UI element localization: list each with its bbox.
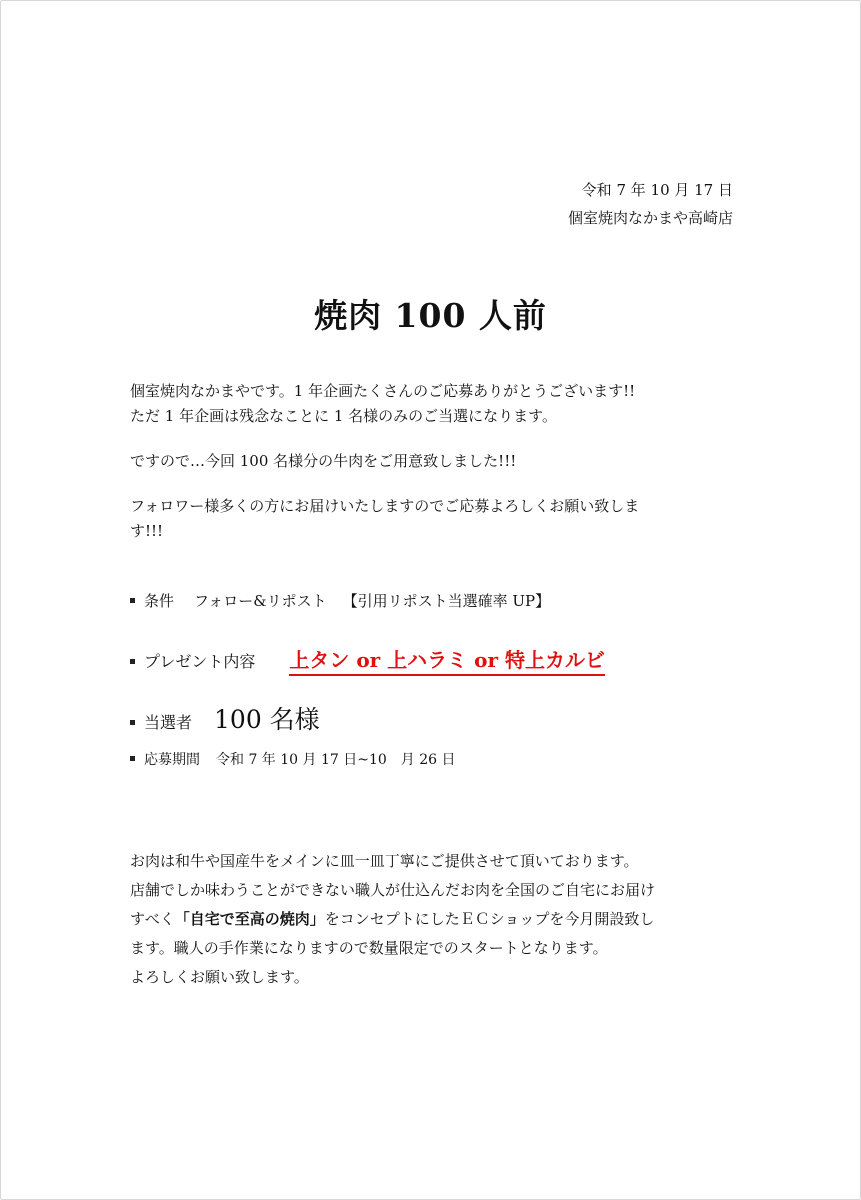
- intro-line: 個室焼肉なかまやです。1 年企画たくさんのご応募ありがとうございます!!: [130, 382, 636, 400]
- page-title: 焼肉 100 人前: [314, 296, 547, 335]
- announcement-line: ですので…今回 100 名様分の牛肉をご用意致しました!!!: [130, 452, 517, 470]
- winners-item: [130, 700, 320, 736]
- bullet-icon: [130, 756, 135, 761]
- condition-value: フォロー&リポスト: [194, 592, 327, 610]
- concept-phrase: 「自宅で至高の焼肉」: [174, 910, 325, 928]
- closing-line: お肉は和牛や国産牛をメインに皿一皿丁寧にご提供させて頂いております。: [130, 852, 639, 870]
- period-value: 令和 7 年 10 月 17 日~10 月 26 日: [216, 752, 456, 768]
- bullet-icon: [130, 720, 135, 725]
- period-item: [130, 749, 456, 769]
- issue-date: 令和 7 年 10 月 17 日: [581, 181, 733, 199]
- store-name: 個室焼肉なかまや高崎店: [567, 209, 733, 227]
- closing-text: をコンセプトにしたＥＣショップを今月開設致し: [324, 910, 655, 928]
- intro-paragraph: [130, 379, 740, 429]
- condition-item: [130, 590, 550, 611]
- closing-line: ます。職人の手作業になりますので数量限定でのスタートとなります。: [130, 939, 608, 957]
- closing-paragraph: [130, 847, 740, 992]
- letter-header: [568, 176, 733, 232]
- intro-line: ただ 1 年企画は残念なことに 1 名様のみのご当選になります。: [130, 407, 557, 425]
- winners-value: 100 名様: [214, 705, 320, 734]
- present-label: プレゼント内容: [144, 652, 256, 671]
- invitation-line: す!!!: [130, 522, 164, 540]
- winners-label: 当選者: [144, 713, 193, 732]
- closing-text: すべく: [130, 910, 175, 928]
- bullet-icon: [130, 659, 135, 664]
- present-value: 上タン or 上ハラミ or 特上カルビ: [289, 644, 605, 676]
- closing-line: よろしくお願い致します。: [130, 968, 309, 986]
- announcement-paragraph: [130, 449, 740, 474]
- invitation-paragraph: [130, 494, 740, 544]
- closing-line: 店舗でしか味わうことができない職人が仕込んだお肉を全国のご自宅にお届け: [130, 881, 656, 899]
- period-label: 応募期間: [144, 752, 200, 768]
- bullet-icon: [130, 598, 135, 603]
- invitation-line: フォロワー様多くの方にお届けいたしますのでご応募よろしくお願い致しま: [130, 497, 640, 515]
- closing-line: [130, 905, 740, 934]
- condition-note: 【引用リポスト当選確率 UP】: [342, 592, 551, 610]
- condition-label: 条件: [144, 592, 175, 610]
- present-item: [130, 644, 605, 676]
